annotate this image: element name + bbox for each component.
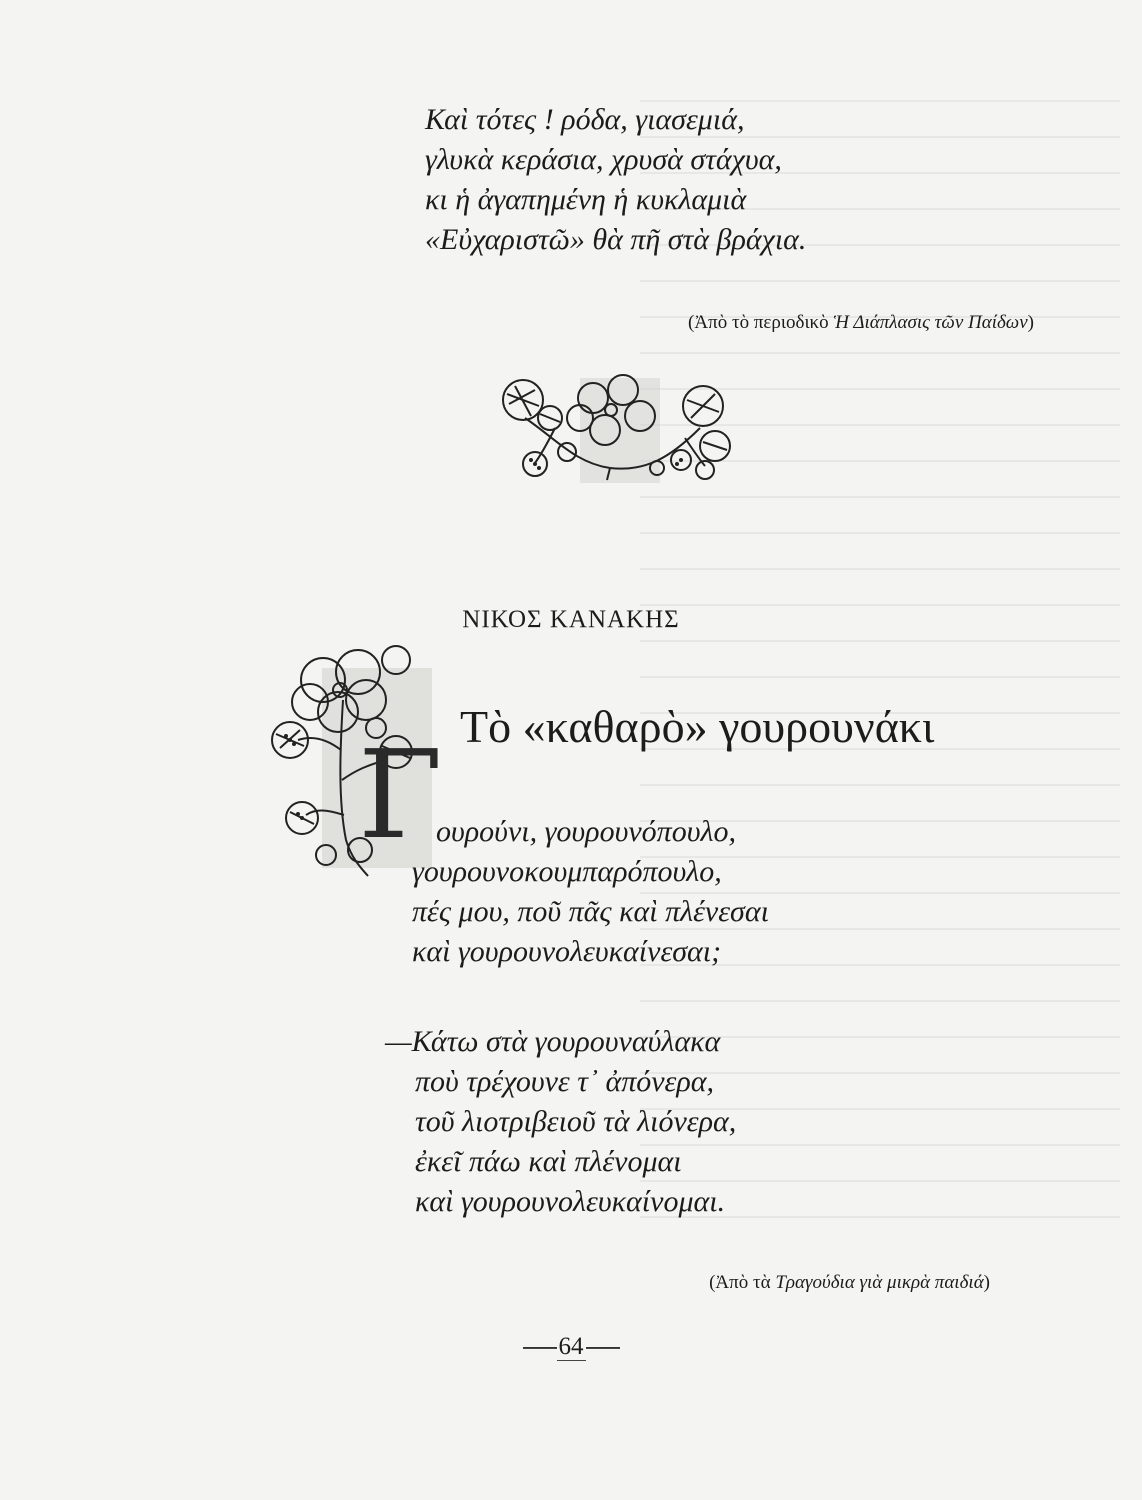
attribution-top [688,312,1034,334]
poem-line: «Εὐχαριστῶ» θὰ πῆ στὰ βράχια. [425,223,807,256]
attribution-bottom [709,1272,990,1294]
poem-line: ουρούνι, γουρουνόπουλο, [436,815,736,848]
author-name: ΝΙΚΟΣ ΚΑΝΑΚΗΣ [462,606,680,633]
poem-line: πές μου, ποῦ πᾶς καὶ πλένεσαι [412,895,769,928]
attribution-prefix: (Ἀπὸ τὸ περιοδικὸ [688,312,834,333]
page-number [0,1333,1142,1361]
poem-line: καὶ γουρουνολευκαίνομαι. [415,1185,726,1218]
poem-line: τοῦ λιοτριβειοῦ τὰ λιόνερα, [415,1105,737,1138]
drop-cap-letter: Γ [358,724,443,866]
poem-stanza-1 [412,812,769,972]
poem-line: καὶ γουρουνολευκαίνεσαι; [412,935,722,968]
poem-line: γουρουνοκουμπαρόπουλο, [412,855,722,888]
attribution-title: Τραγούδια γιὰ μικρὰ παιδιά [775,1272,984,1293]
poem-line: γλυκὰ κεράσια, χρυσὰ στάχυα, [425,143,782,176]
attribution-prefix: (Ἀπὸ τὰ [709,1272,776,1293]
poem-title: Τὸ «καθαρὸ» γουρουνάκι [460,701,935,752]
poem-line: ἐκεῖ πάω καὶ πλένομαι [415,1145,682,1178]
page-number-value: 64 [558,1333,584,1360]
poem-line: ποὺ τρέχουνε τ᾽ ἀπόνερα, [415,1065,715,1098]
poem-line: Καὶ τότες ! ρόδα, γιασεμιά, [425,103,745,136]
page-number-dash-left [523,1347,557,1349]
attribution-suffix: ) [983,1272,990,1293]
attribution-suffix: ) [1027,312,1034,333]
poem-top-stanza [425,100,806,260]
flower-branch-ornament-icon [495,368,745,492]
page-number-dash-right [586,1347,620,1349]
poem-line: —Κάτω στὰ γουρουναύλακα [385,1025,721,1058]
poem-line: κι ἡ ἀγαπημένη ἡ κυκλαμιὰ [425,183,747,216]
poem-stanza-2 [385,1022,736,1222]
attribution-title: Ἡ Διάπλασις τῶν Παίδων [833,312,1028,333]
